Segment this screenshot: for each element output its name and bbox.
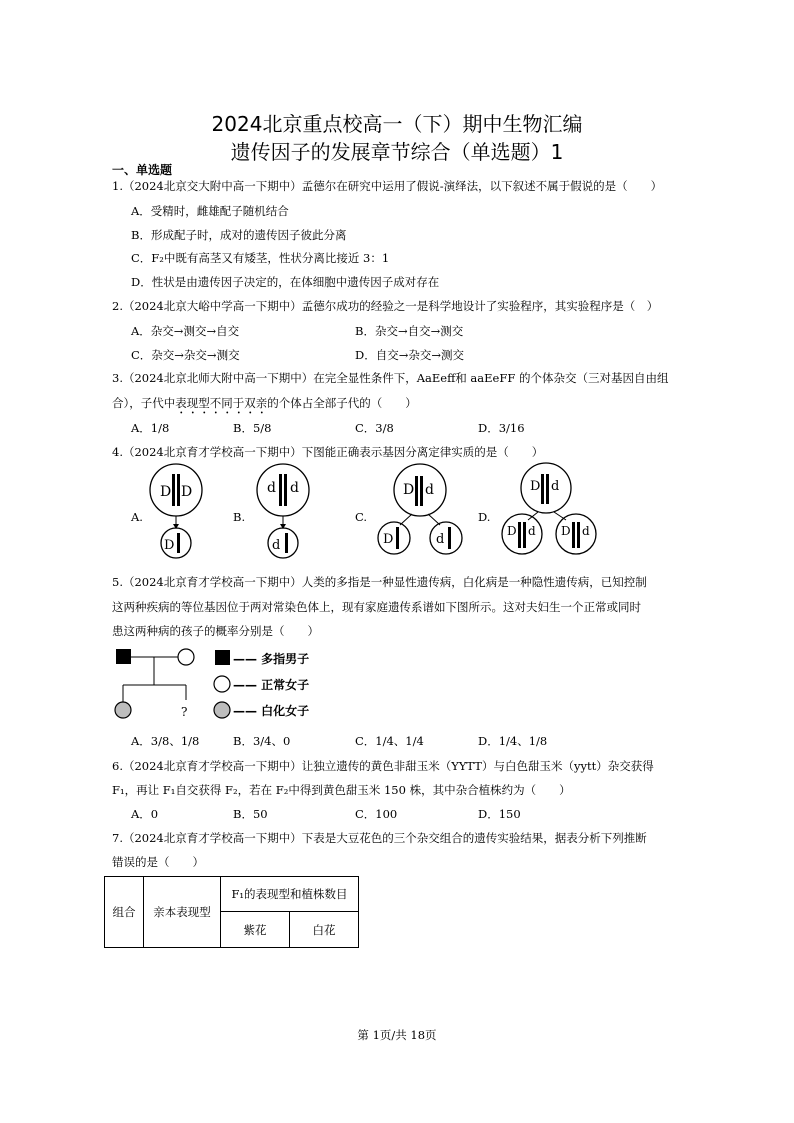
svg-text:d: d — [551, 479, 560, 494]
question-3-option-a[interactable]: A．1/8 — [131, 421, 170, 435]
question-1-option-d[interactable]: D．性状是由遗传因子决定的，在体细胞中遗传因子成对存在 — [131, 275, 440, 289]
question-2-option-c[interactable]: C．杂交→杂交→测交 — [131, 348, 240, 362]
question-7-stem-line2: 错误的是（ ） — [112, 855, 204, 869]
question-5-stem-line2: 这两种疾病的等位基因位于两对常染色体上，现有家庭遗传系谱如下图所示。这对夫妇生一个正常或同时 — [112, 600, 641, 614]
question-1-option-c[interactable]: C．F₂中既有高茎又有矮茎，性状分离比接近 3：1 — [131, 251, 390, 265]
question-2-stem: 2.（2024北京大峪中学高一下期中）孟德尔成功的经验之一是科学地设计了实验程序，其实验程序是（ ） — [112, 299, 659, 313]
page-title: 2024北京重点校高一（下）期中生物汇编 — [211, 112, 583, 136]
svg-text:D: D — [507, 524, 517, 538]
cell-diagram-b — [245, 462, 325, 562]
svg-text:D: D — [561, 524, 571, 538]
question-4-option-d[interactable]: D. — [478, 510, 491, 524]
question-3-option-c[interactable]: C．3/8 — [355, 421, 394, 435]
question-5-stem-line1: 5.（2024北京育才学校高一下期中）人类的多指是一种显性遗传病，白化病是一种隐性遗传病，已知控制 — [112, 575, 647, 589]
question-3-option-b[interactable]: B．5/8 — [233, 421, 272, 435]
question-5-stem-line3: 患这两种病的孩子的概率分别是（ ） — [112, 624, 319, 638]
question-1-option-b[interactable]: B．形成配子时，成对的遗传因子彼此分离 — [131, 228, 347, 242]
question-1-option-a[interactable]: A．受精时，雌雄配子随机结合 — [131, 204, 289, 218]
question-5-option-a[interactable]: A．3/8、1/8 — [131, 734, 200, 748]
svg-text:D: D — [181, 484, 193, 500]
question-2-option-b[interactable]: B．杂交→自交→测交 — [355, 324, 464, 338]
question-3-stem-line2: 合），子代中表现型不同于双亲的个体占全部子代的（ ） — [112, 396, 417, 410]
legend-albino-female: —— 白化女子 — [233, 704, 310, 718]
svg-text:d: d — [267, 480, 276, 496]
affected-male-symbol — [116, 649, 131, 664]
question-6-stem-line1: 6.（2024北京育才学校高一下期中）让独立遗传的黄色非甜玉米（YYTT）与白色甜玉米（yytt）杂交获得 — [112, 759, 654, 773]
cross-results-table — [104, 876, 359, 948]
svg-text:d: d — [425, 482, 434, 498]
albino-female-symbol — [115, 702, 131, 718]
emphasized-text: 表现型不同于双亲 — [175, 396, 268, 410]
question-6-option-a[interactable]: A．0 — [131, 807, 159, 821]
question-1-stem: 1.（2024北京交大附中高一下期中）孟德尔在研究中运用了假说-演绎法，以下叙述不属于假说的是（ ） — [112, 179, 663, 193]
svg-text:d: d — [582, 524, 590, 538]
legend-affected-male: —— 多指男子 — [233, 652, 310, 666]
question-6-option-c[interactable]: C．100 — [355, 807, 398, 821]
table-header-f1: F₁的表现型和植株数目 — [221, 877, 359, 912]
question-6-option-b[interactable]: B．50 — [233, 807, 268, 821]
pedigree-chart — [108, 645, 208, 725]
cell-diagram-a — [140, 462, 220, 562]
question-6-option-d[interactable]: D．150 — [478, 807, 521, 821]
question-3-stem-line1: 3.（2024北京北师大附中高一下期中）在完全显性条件下，AaEeff和 aaEeFF 的个体杂交（三对基因自由组 — [112, 371, 669, 385]
question-5-option-d[interactable]: D．1/4、1/8 — [478, 734, 548, 748]
question-5-option-b[interactable]: B．3/4、0 — [233, 734, 291, 748]
page-footer: 第 1页/共 18页 — [357, 1028, 437, 1042]
svg-text:?: ? — [181, 705, 188, 719]
question-4-option-c[interactable]: C. — [355, 510, 368, 524]
table-header-parent: 亲本表现型 — [144, 877, 221, 948]
question-6-stem-line2: F₁，再让 F₁自交获得 F₂，若在 F₂中得到黄色甜玉米 150 株，其中杂合植株约为（ ） — [112, 783, 571, 797]
svg-text:d: d — [272, 538, 281, 553]
legend-normal-female: —— 正常女子 — [233, 678, 310, 692]
question-5-option-c[interactable]: C．1/4、1/4 — [355, 734, 424, 748]
pedigree-legend-symbols — [212, 648, 232, 722]
svg-text:d: d — [528, 524, 536, 538]
table-header-purple: 紫花 — [221, 912, 290, 948]
svg-text:D: D — [160, 484, 172, 500]
cell-diagram-c — [372, 462, 472, 562]
section-heading: 一、单选题 — [112, 163, 173, 177]
svg-text:D: D — [383, 532, 394, 547]
svg-text:d: d — [290, 480, 299, 496]
svg-text:D: D — [530, 479, 541, 494]
question-3-option-d[interactable]: D．3/16 — [478, 421, 525, 435]
question-2-option-d[interactable]: D．自交→杂交→测交 — [355, 348, 464, 362]
cell-diagram-d — [498, 462, 602, 562]
table-header-group: 组合 — [105, 877, 144, 948]
page-subtitle: 遗传因子的发展章节综合（单选题）1 — [230, 140, 564, 164]
normal-female-symbol — [178, 649, 194, 665]
svg-text:d: d — [436, 532, 445, 547]
question-4-option-a[interactable]: A. — [131, 510, 143, 524]
svg-text:D: D — [403, 482, 415, 498]
question-2-option-a[interactable]: A．杂交→测交→自交 — [131, 324, 240, 338]
table-header-white: 白花 — [290, 912, 359, 948]
question-4-option-b[interactable]: B. — [233, 510, 246, 524]
question-7-stem-line1: 7.（2024北京育才学校高一下期中）下表是大豆花色的三个杂交组合的遗传实验结果，据表分析下列推断 — [112, 831, 647, 845]
svg-text:D: D — [164, 538, 175, 553]
question-4-stem: 4.（2024北京育才学校高一下期中）下图能正确表示基因分离定律实质的是（ ） — [112, 445, 544, 459]
